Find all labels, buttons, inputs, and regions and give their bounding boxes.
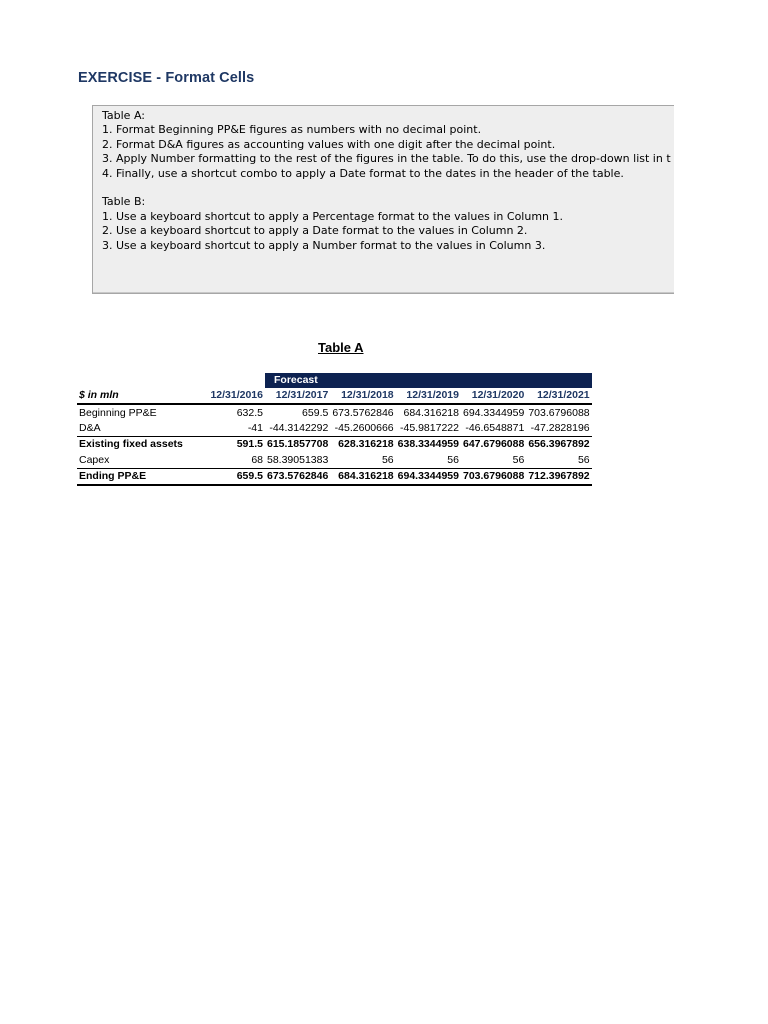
cell-value: 673.5762846: [265, 468, 330, 485]
row-label: Ending PP&E: [77, 468, 203, 485]
instructions-textbox[interactable]: [92, 105, 674, 294]
cell-value: 703.6796088: [528, 406, 590, 419]
instruction-item: 2. Use a keyboard shortcut to apply a Date format to the values in Column 2.: [102, 224, 528, 238]
cell-value: -41: [247, 421, 263, 434]
date-header: 12/31/2016: [203, 388, 265, 404]
unit-label: $ in mln: [77, 388, 203, 404]
cell-value: 632.5: [236, 406, 263, 419]
row-label: Existing fixed assets: [77, 437, 203, 453]
table-row: [77, 453, 592, 469]
cell-value: 56: [577, 453, 590, 466]
cell-value: 56: [447, 453, 459, 466]
table-a-title: Table A: [318, 340, 364, 355]
row-label: Beginning PP&E: [79, 406, 157, 419]
instruction-item: 1. Use a keyboard shortcut to apply a Percentage format to the values in Column 1.: [102, 209, 564, 223]
date-header: 12/31/2021: [526, 388, 591, 404]
table-b-instructions-heading: Table B:: [102, 195, 146, 209]
cell-value: -44.3142292: [269, 421, 329, 434]
cell-value: 694.3344959: [462, 406, 525, 419]
row-label: D&A: [79, 421, 101, 434]
cell-value: 68: [251, 453, 263, 466]
date-header: 12/31/2018: [330, 388, 395, 404]
cell-value: 56: [381, 453, 394, 466]
table-a: [77, 373, 592, 486]
cell-value: -45.2600666: [334, 421, 394, 434]
table-row: [77, 421, 592, 437]
exercise-title: EXERCISE - Format Cells: [78, 70, 255, 86]
table-a-instructions-heading: Table A:: [102, 109, 145, 122]
cell-value: -45.9817222: [400, 421, 459, 434]
date-header: 12/31/2020: [461, 388, 526, 404]
cell-value: 712.3967892: [526, 468, 591, 485]
cell-value: 58.39051383: [267, 453, 329, 466]
cell-value: 638.3344959: [396, 437, 461, 453]
cell-value: 591.5: [203, 437, 265, 453]
table-row: [77, 468, 592, 485]
cell-value: 684.316218: [403, 406, 459, 419]
cell-value: 628.316218: [330, 437, 395, 453]
cell-value: -47.2828196: [530, 421, 590, 434]
instruction-item: 3. Use a keyboard shortcut to apply a Number format to the values in Column 3.: [102, 238, 546, 252]
instruction-item: 3. Apply Number formatting to the rest of the figures in the table. To do this, use the drop-down list in t: [102, 152, 671, 166]
cell-value: 673.5762846: [332, 406, 394, 419]
cell-value: 684.316218: [330, 468, 395, 485]
cell-value: 659.5: [203, 468, 265, 485]
cell-value: -46.6548871: [465, 421, 525, 434]
cell-value: 647.6796088: [461, 437, 526, 453]
cell-value: 694.3344959: [396, 468, 461, 485]
cell-value: 56: [512, 453, 525, 466]
instruction-item: 1. Format Beginning PP&E figures as numbers with no decimal point.: [102, 123, 482, 137]
cell-value: 659.5: [302, 406, 329, 419]
date-header: 12/31/2017: [265, 388, 330, 404]
instruction-item: 2. Format D&A figures as accounting values with one digit after the decimal point.: [102, 137, 556, 151]
forecast-header: Forecast: [265, 373, 592, 388]
row-label: Capex: [79, 453, 110, 466]
table-row: [77, 437, 592, 453]
cell-value: 656.3967892: [526, 437, 591, 453]
table-row: [77, 404, 592, 420]
cell-value: 703.6796088: [461, 468, 526, 485]
instruction-item: 4. Finally, use a shortcut combo to apply a Date format to the dates in the header of the table.: [102, 166, 624, 180]
cell-value: 615.1857708: [265, 437, 330, 453]
date-header: 12/31/2019: [396, 388, 461, 404]
